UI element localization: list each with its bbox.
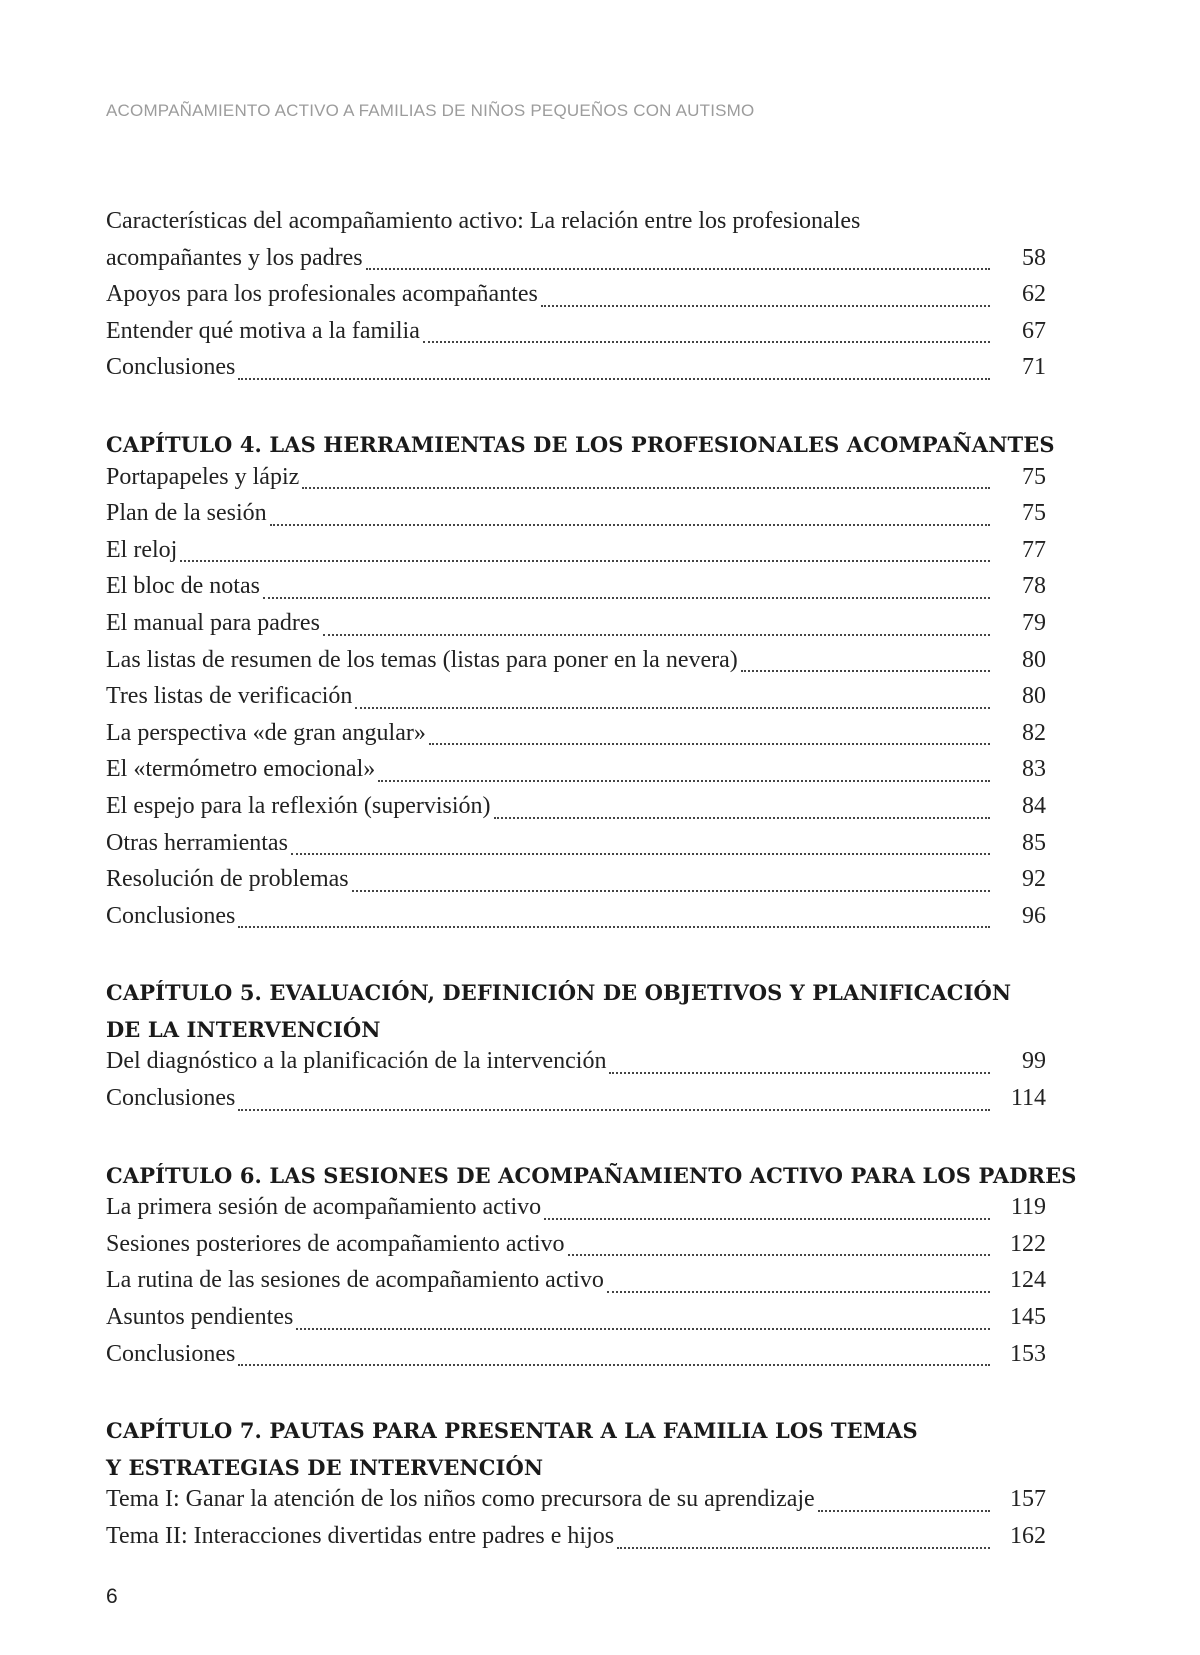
toc-entry[interactable]: [106, 647, 1046, 684]
toc-entry[interactable]: [106, 1523, 1046, 1560]
toc-entry-page: 62: [1022, 281, 1046, 308]
toc-entry[interactable]: [106, 720, 1046, 757]
toc-entry-title: Del diagnóstico a la planificación de la intervención: [106, 1048, 607, 1075]
toc-entry-title: El espejo para la reflexión (supervisión): [106, 792, 491, 819]
toc-entry[interactable]: [106, 537, 1046, 574]
toc-entry-title: acompañantes y los padres: [106, 244, 363, 271]
toc-entry-title: Tres listas de verificación: [106, 683, 353, 710]
toc-entry[interactable]: [106, 610, 1046, 647]
toc-entry-page: 85: [1022, 829, 1046, 856]
chapter-heading-line: CAPÍTULO 5. EVALUACIÓN, DEFINICIÓN DE OBJETIVOS Y PLANIFICACIÓN: [106, 980, 1012, 1006]
toc-entry-title: Conclusiones: [106, 902, 236, 929]
chapter-heading[interactable]: [106, 1413, 1046, 1486]
toc-entry-page: 96: [1022, 902, 1046, 929]
dot-leader: [263, 597, 990, 599]
toc-entry-title: Tema I: Ganar la atención de los niños como precursora de su aprendizaje: [106, 1486, 815, 1513]
toc-entry[interactable]: [106, 464, 1046, 501]
dot-leader: [607, 1291, 990, 1293]
toc-entry[interactable]: [106, 683, 1046, 720]
dot-leader: [302, 487, 990, 489]
chapter-heading-line: CAPÍTULO 7. PAUTAS PARA PRESENTAR A LA FAMILIA LOS TEMAS: [106, 1418, 918, 1444]
dot-leader: [355, 707, 990, 709]
toc-entry-title: Conclusiones: [106, 354, 236, 381]
toc-entry-title: Conclusiones: [106, 1085, 236, 1112]
toc-entry-page: 80: [1022, 646, 1046, 673]
running-header: ACOMPAÑAMIENTO ACTIVO A FAMILIAS DE NIÑOS PEQUEÑOS CON AUTISMO: [106, 101, 755, 120]
toc-wrapped-line: [106, 208, 1046, 245]
toc-entry[interactable]: [106, 1231, 1046, 1268]
toc-entry[interactable]: [106, 573, 1046, 610]
dot-leader: [238, 1109, 990, 1111]
toc-entry-title: Apoyos para los profesionales acompañantes: [106, 281, 538, 308]
toc-entry[interactable]: [106, 1194, 1046, 1231]
toc-entry-page: 80: [1022, 683, 1046, 710]
toc-entry-title: Características del acompañamiento activo: La relación entre los profesionales: [106, 208, 861, 234]
toc-entry-page: 157: [1010, 1486, 1046, 1513]
toc-entry-page: 153: [1010, 1340, 1046, 1367]
dot-leader: [378, 780, 990, 782]
toc-entry-page: 77: [1022, 536, 1046, 563]
chapter-heading[interactable]: [106, 1158, 1077, 1195]
toc-entry-title: Asuntos pendientes: [106, 1304, 294, 1331]
toc-entry-title: El «termómetro emocional»: [106, 756, 376, 783]
dot-leader: [180, 560, 990, 562]
dot-leader: [238, 1364, 990, 1366]
dot-leader: [323, 634, 990, 636]
toc-entry-title: Otras herramientas: [106, 829, 288, 856]
page-number: 6: [106, 1585, 118, 1608]
toc-entry-page: 99: [1022, 1048, 1046, 1075]
toc-entry-page: 82: [1022, 719, 1046, 746]
chapters: [106, 427, 1077, 1560]
dot-leader: [352, 890, 990, 892]
toc-entry[interactable]: [106, 830, 1046, 867]
toc-entry-page: 145: [1010, 1304, 1046, 1331]
toc-entry-page: 79: [1022, 609, 1046, 636]
toc-entry[interactable]: [106, 1085, 1046, 1122]
toc-entry[interactable]: [106, 281, 1046, 318]
table-of-contents: [106, 208, 1077, 1560]
toc-entry-title: Portapapeles y lápiz: [106, 463, 300, 490]
toc-entry-title: Las listas de resumen de los temas (listas para poner en la nevera): [106, 646, 738, 673]
chapter-section: [106, 1158, 1077, 1378]
toc-entry-page: 58: [1022, 244, 1046, 271]
toc-entry[interactable]: [106, 245, 1046, 282]
toc-entry-page: 84: [1022, 792, 1046, 819]
dot-leader: [270, 524, 990, 526]
toc-entry-title: El manual para padres: [106, 609, 320, 636]
dot-leader: [494, 817, 990, 819]
toc-entry-page: 114: [1010, 1085, 1046, 1112]
chapter-heading-line: Y ESTRATEGIAS DE INTERVENCIÓN: [106, 1454, 544, 1480]
dot-leader: [818, 1510, 990, 1512]
toc-entry-page: 92: [1022, 866, 1046, 893]
toc-entry-page: 78: [1022, 573, 1046, 600]
dot-leader: [296, 1328, 990, 1330]
chapter-heading[interactable]: [106, 427, 1055, 464]
toc-entry[interactable]: [106, 1341, 1046, 1378]
chapter-heading[interactable]: [106, 975, 1046, 1048]
toc-entry-page: 119: [1010, 1194, 1046, 1221]
toc-entry-page: 75: [1022, 500, 1046, 527]
toc-entry[interactable]: [106, 866, 1046, 903]
toc-entry[interactable]: [106, 500, 1046, 537]
toc-entry-title: Entender qué motiva a la familia: [106, 317, 420, 344]
toc-entry-title: La rutina de las sesiones de acompañamiento activo: [106, 1267, 604, 1294]
dot-leader: [423, 341, 990, 343]
toc-entry-page: 162: [1010, 1523, 1046, 1549]
chapter-heading-line: CAPÍTULO 6. LAS SESIONES DE ACOMPAÑAMIENTO ACTIVO PARA LOS PADRES: [106, 1162, 1077, 1188]
toc-entry[interactable]: [106, 1304, 1046, 1341]
toc-entry-title: Plan de la sesión: [106, 500, 267, 527]
toc-entry-page: 75: [1022, 463, 1046, 490]
toc-entry-page: 122: [1010, 1230, 1046, 1257]
dot-leader: [741, 670, 990, 672]
toc-entry[interactable]: [106, 354, 1046, 391]
toc-entry-page: 124: [1010, 1267, 1046, 1294]
dot-leader: [429, 743, 990, 745]
dot-leader: [366, 268, 990, 270]
dot-leader: [291, 853, 990, 855]
toc-entry-title: Sesiones posteriores de acompañamiento activo: [106, 1230, 565, 1257]
toc-entry-title: Conclusiones: [106, 1340, 236, 1367]
toc-entry-title: La primera sesión de acompañamiento activo: [106, 1194, 542, 1221]
toc-entry-page: 71: [1022, 354, 1046, 381]
toc-entry[interactable]: [106, 793, 1046, 830]
toc-entry[interactable]: [106, 1486, 1046, 1523]
toc-entry[interactable]: [106, 903, 1046, 940]
toc-entry-page: 67: [1022, 317, 1046, 344]
toc-entry-title: El bloc de notas: [106, 573, 260, 600]
toc-entry[interactable]: [106, 1048, 1046, 1085]
dot-leader: [617, 1547, 990, 1549]
dot-leader: [238, 378, 990, 380]
toc-entry[interactable]: [106, 756, 1046, 793]
toc-entry[interactable]: [106, 1267, 1046, 1304]
toc-entry-page: 83: [1022, 756, 1046, 783]
intro-entries: [106, 245, 1046, 391]
dot-leader: [609, 1072, 990, 1074]
toc-entry-title: La perspectiva «de gran angular»: [106, 719, 426, 746]
toc-entry-title: Resolución de problemas: [106, 866, 349, 893]
toc-entry-title: Tema II: Interacciones divertidas entre padres e hijos: [106, 1523, 615, 1549]
chapter-heading-line: CAPÍTULO 4. LAS HERRAMIENTAS DE LOS PROFESIONALES ACOMPAÑANTES: [106, 431, 1055, 457]
dot-leader: [541, 305, 990, 307]
dot-leader: [568, 1254, 990, 1256]
dot-leader: [238, 926, 990, 928]
chapter-section: [106, 427, 1055, 939]
dot-leader: [544, 1218, 990, 1220]
chapter-section: [106, 1413, 1046, 1559]
toc-entry[interactable]: [106, 318, 1046, 355]
toc-entry-title: El reloj: [106, 536, 178, 563]
chapter-section: [106, 975, 1046, 1121]
chapter-heading-line: DE LA INTERVENCIÓN: [106, 1016, 381, 1042]
